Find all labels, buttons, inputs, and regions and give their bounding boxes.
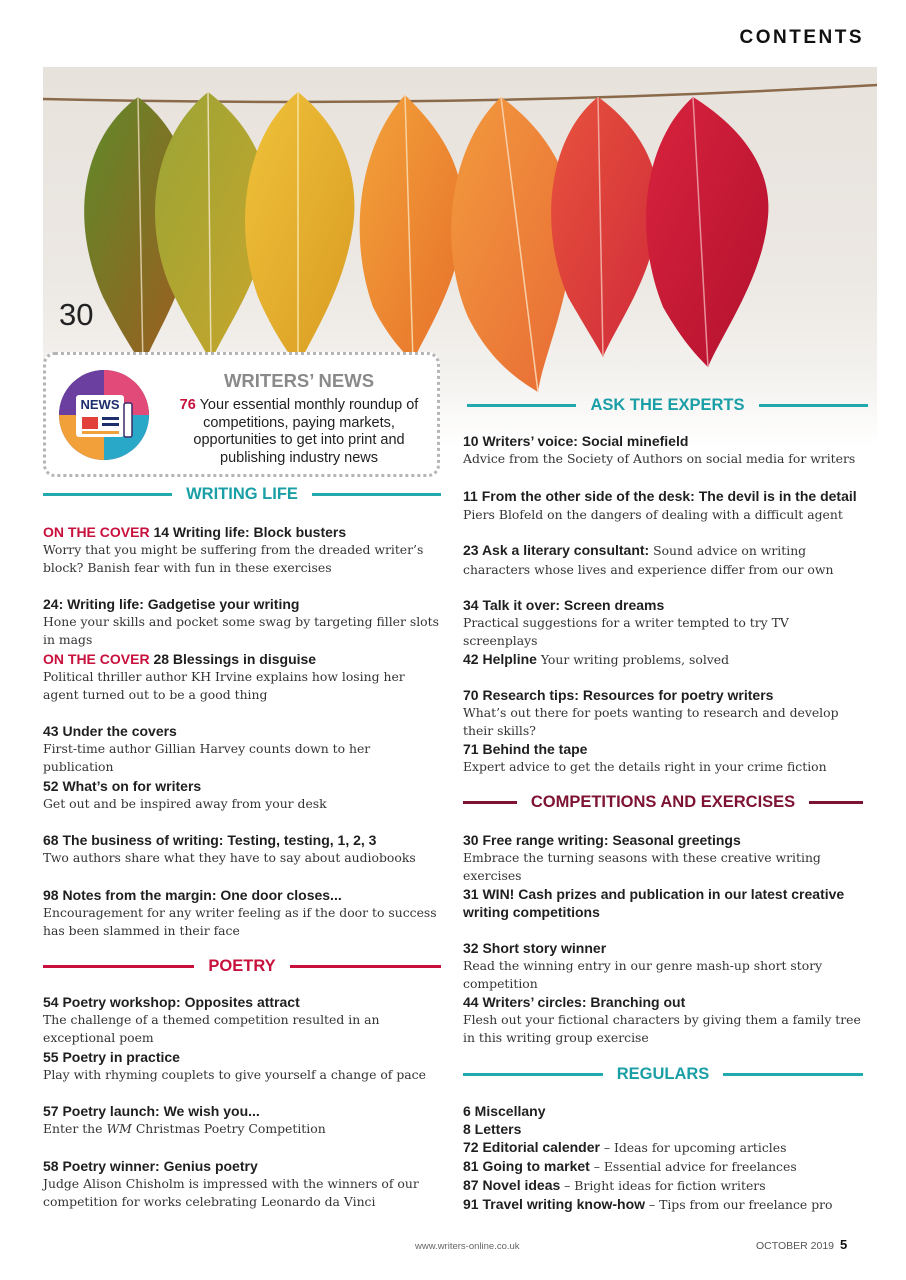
entry-title: 52 What’s on for writers — [43, 778, 202, 794]
toc-entry[interactable] — [463, 686, 863, 740]
toc-entry[interactable] — [43, 650, 443, 704]
entry-title: 32 Short story winner — [463, 940, 607, 956]
entry-title: 54 Poetry workshop: Opposites attract — [43, 994, 300, 1010]
leaf-yellow — [245, 92, 354, 367]
toc-entry[interactable] — [463, 885, 863, 921]
entry-desc: Encouragement for any writer feeling as if the door to success has been slammed in their face — [43, 905, 437, 938]
section-header-writing-life: WRITING LIFE — [43, 484, 441, 504]
entry-desc: Practical suggestions for a writer tempted to try TV screenplays — [463, 615, 789, 648]
entry-desc: Your writing problems, solved — [540, 652, 730, 667]
toc-entry[interactable] — [43, 1102, 443, 1138]
entry-desc: Sound advice on writing characters whose lives and experience differ from our own — [463, 543, 834, 577]
toc-entry[interactable] — [43, 523, 443, 577]
toc-entry[interactable] — [463, 487, 863, 524]
entry-desc: Worry that you might be suffering from the dreaded writer’s block? Banish fear with fun in these exercises — [43, 542, 424, 575]
on-the-cover-tag: ON THE COVER — [43, 651, 150, 667]
entry-title: 71 Behind the tape — [463, 741, 588, 757]
entry-title: 30 Free range writing: Seasonal greetings — [463, 832, 741, 848]
section-header-ask-the-experts: ASK THE EXPERTS — [467, 395, 868, 415]
writers-news-heading: WRITERS’ NEWS — [223, 370, 375, 391]
writers-news-text — [164, 397, 434, 467]
entry-desc: Advice from the Society of Authors on social media for writers — [463, 451, 856, 466]
regular-item[interactable]: 6 Miscellany — [463, 1103, 546, 1119]
regulars-list — [463, 1102, 863, 1214]
section-header-competitions: COMPETITIONS AND EXERCISES — [463, 792, 863, 812]
entry-title: 34 Talk it over: Screen dreams — [463, 597, 665, 613]
toc-entry[interactable] — [43, 722, 443, 776]
toc-entry[interactable] — [463, 939, 863, 993]
regular-item[interactable]: 87 Novel ideas – Bright ideas for fiction writers — [463, 1177, 766, 1193]
svg-text:NEWS: NEWS — [80, 397, 120, 412]
toc-entry[interactable] — [43, 595, 443, 649]
entry-desc: Get out and be inspired away from your desk — [43, 796, 327, 811]
footer-date: OCTOBER 2019 — [756, 1240, 835, 1252]
hero-page-number: 30 — [59, 297, 94, 332]
leaf-red — [551, 97, 658, 357]
entry-title: 24: Writing life: Gadgetise your writing — [43, 596, 300, 612]
news-icon — [58, 369, 150, 461]
entry-title: 68 The business of writing: Testing, testing, 1, 2, 3 — [43, 832, 377, 848]
entry-desc: What’s out there for poets wanting to research and develop their skills? — [463, 705, 839, 738]
writers-news-box — [43, 352, 440, 477]
entry-title: 70 Research tips: Resources for poetry writers — [463, 687, 774, 703]
entry-desc: Flesh out your fictional characters by giving them a family tree in this writing group exercise — [463, 1012, 861, 1045]
entry-title: 11 From the other side of the desk: The devil is in the detail — [463, 488, 857, 504]
entry-title: 42 Helpline — [463, 651, 537, 667]
toc-entry[interactable] — [43, 831, 443, 867]
toc-entry[interactable] — [43, 777, 443, 813]
entry-title: 23 Ask a literary consultant: — [463, 542, 650, 558]
toc-entry[interactable] — [43, 1048, 443, 1084]
toc-entry[interactable] — [463, 596, 863, 650]
page-title: CONTENTS — [739, 27, 864, 48]
toc-entry[interactable] — [463, 432, 863, 468]
entry-title: 31 WIN! Cash prizes and publication in our latest creative writing competitions — [463, 886, 845, 920]
regular-item[interactable]: 81 Going to market – Essential advice for freelances — [463, 1158, 797, 1174]
toc-entry[interactable] — [43, 886, 443, 940]
entry-title: 44 Writers’ circles: Branching out — [463, 994, 686, 1010]
regular-item[interactable]: 8 Letters — [463, 1121, 522, 1137]
toc-entry[interactable] — [43, 993, 443, 1047]
toc-entry[interactable] — [463, 993, 863, 1047]
toc-entry[interactable] — [463, 740, 863, 776]
toc-entry[interactable] — [463, 650, 863, 669]
entry-title: 98 Notes from the margin: One door closes... — [43, 887, 342, 903]
toc-entry[interactable] — [463, 831, 863, 885]
section-header-poetry: POETRY — [43, 956, 441, 976]
entry-title: 14 Writing life: Block busters — [153, 524, 347, 540]
leaf-crimson — [646, 97, 768, 367]
entry-title: 55 Poetry in practice — [43, 1049, 180, 1065]
entry-desc: Embrace the turning seasons with these creative writing exercises — [463, 850, 821, 883]
toc-entry[interactable] — [43, 1157, 443, 1211]
entry-desc: Expert advice to get the details right in your crime fiction — [463, 759, 827, 774]
writers-news-desc: Your essential monthly roundup of competitions, paying markets, opportunities to get into print and publishing industry news — [193, 397, 419, 466]
entry-desc: Read the winning entry in our genre mash-up short story competition — [463, 958, 823, 991]
entry-title: 57 Poetry launch: We wish you... — [43, 1103, 260, 1119]
entry-title: 28 Blessings in disguise — [153, 651, 317, 667]
entry-desc: Hone your skills and pocket some swag by targeting filler slots in mags — [43, 614, 439, 647]
regular-item[interactable]: 91 Travel writing know-how – Tips from our freelance pro — [463, 1196, 833, 1212]
leaf-amber — [360, 95, 464, 362]
entry-title: 58 Poetry winner: Genius poetry — [43, 1158, 258, 1174]
entry-desc: Play with rhyming couplets to give yourself a change of pace — [43, 1067, 426, 1082]
entry-desc: Piers Blofeld on the dangers of dealing with a difficult agent — [463, 507, 843, 522]
section-header-regulars: REGULARS — [463, 1064, 863, 1084]
entry-desc: The challenge of a themed competition resulted in an exceptional poem — [43, 1012, 380, 1045]
footer-url[interactable]: www.writers-online.co.uk — [415, 1241, 520, 1252]
on-the-cover-tag: ON THE COVER — [43, 524, 150, 540]
toc-entry[interactable] — [463, 541, 863, 579]
entry-desc: Enter the WM Christmas Poetry Competition — [43, 1121, 326, 1136]
footer-page-number: 5 — [840, 1237, 848, 1252]
regular-item[interactable]: 72 Editorial calender – Ideas for upcoming articles — [463, 1139, 787, 1155]
entry-desc: First-time author Gillian Harvey counts down to her publication — [43, 741, 371, 774]
writers-news-page: 76 — [179, 397, 196, 413]
entry-desc: Judge Alison Chisholm is impressed with the winners of our competition for works celebrating Leonardo da Vinci — [43, 1176, 419, 1209]
entry-desc: Two authors share what they have to say about audiobooks — [43, 850, 416, 865]
entry-title: 10 Writers’ voice: Social minefield — [463, 433, 689, 449]
entry-desc: Political thriller author KH Irvine explains how losing her agent turned out to be a good thing — [43, 669, 405, 702]
entry-title: 43 Under the covers — [43, 723, 177, 739]
